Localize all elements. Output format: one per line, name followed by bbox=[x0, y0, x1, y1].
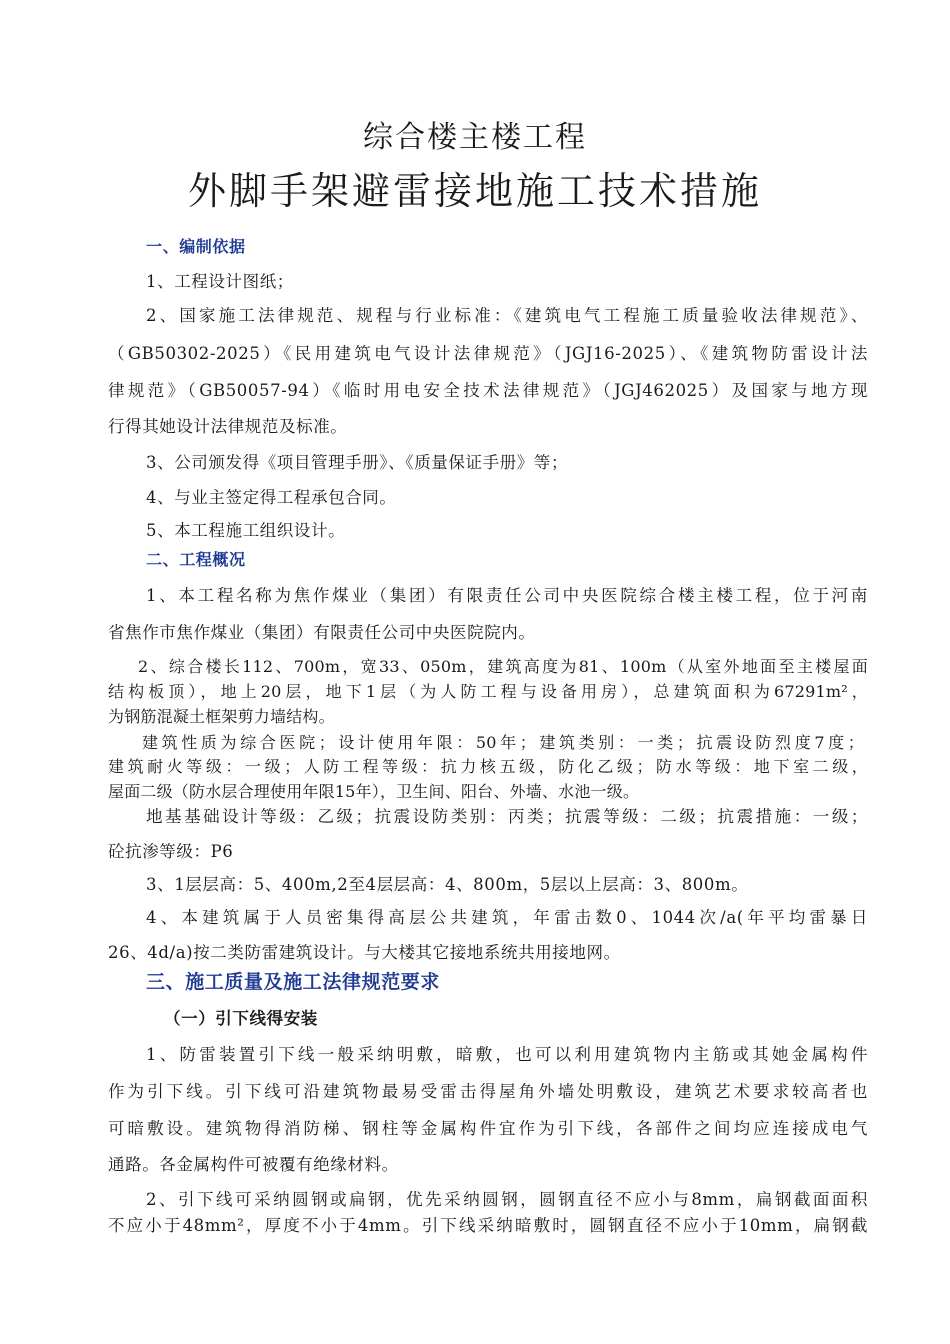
paragraph-line: 为钢筋混凝土框架剪力墙结构。 bbox=[108, 707, 335, 726]
subsection-heading-downlead: （一）引下线得安装 bbox=[164, 1009, 318, 1028]
paragraph-line: 结构板顶），地上20层，地下1层（为人防工程与设备用房），总建筑面积为67291m²， bbox=[108, 682, 868, 701]
section-heading-overview: 二、工程概况 bbox=[146, 550, 246, 569]
paragraph-line: 律规范》（GB50057-94）《临时用电安全技术法律规范》（JGJ462025）及国家与地方现 bbox=[108, 381, 868, 400]
paragraph-line: 2、综合楼长112、700m，宽33、050m，建筑高度为81、100m（从室外地面至主楼屋面 bbox=[138, 657, 868, 676]
paragraph-line: 3、1层层高：5、400m,2至4层层高：4、800m，5层以上层高：3、800m。 bbox=[146, 875, 749, 894]
document-title-project: 综合楼主楼工程 bbox=[363, 120, 587, 155]
paragraph-line: 2、国家施工法律规范、规程与行业标准：《建筑电气工程施工质量验收法律规范》、 bbox=[146, 306, 868, 325]
paragraph-line: 地基基础设计等级：乙级；抗震设防类别：丙类；抗震等级：二级；抗震措施：一级； bbox=[146, 807, 868, 826]
paragraph-line: 可暗敷设。建筑物得消防梯、钢柱等金属构件宜作为引下线，各部件之间均应连接成电气 bbox=[108, 1119, 868, 1138]
paragraph-line: （GB50302-2025）《民用建筑电气设计法律规范》（JGJ16-2025）、《建筑物防雷设计法 bbox=[108, 344, 868, 363]
paragraph-line: 4、与业主签定得工程承包合同。 bbox=[146, 488, 397, 507]
paragraph-line: 1、防雷装置引下线一般采纳明敷，暗敷，也可以利用建筑物内主筋或其她金属构件 bbox=[146, 1045, 868, 1064]
paragraph-line: 5、本工程施工组织设计。 bbox=[146, 521, 346, 540]
paragraph-line: 2、引下线可采纳圆钢或扁钢，优先采纳圆钢，圆钢直径不应小与8mm，扁钢截面面积 bbox=[146, 1190, 868, 1209]
paragraph-line: 1、工程设计图纸； bbox=[146, 272, 294, 291]
paragraph-line: 26、4d/a)按二类防雷建筑设计。与大楼其它接地系统共用接地网。 bbox=[108, 943, 621, 962]
section-heading-quality: 三、施工质量及施工法律规范要求 bbox=[146, 971, 441, 993]
section-heading-basis: 一、编制依据 bbox=[146, 237, 246, 256]
document-title-main: 外脚手架避雷接地施工技术措施 bbox=[187, 169, 762, 213]
paragraph-line: 屋面二级（防水层合理使用年限15年），卫生间、阳台、外墙、水池一级。 bbox=[108, 782, 640, 801]
paragraph-line: 建筑性质为综合医院；设计使用年限：50年；建筑类别：一类；抗震设防烈度7度； bbox=[142, 733, 864, 752]
paragraph-line: 建筑耐火等级：一级；人防工程等级：抗力核五级，防化乙级；防水等级：地下室二级， bbox=[108, 757, 868, 776]
paragraph-line: 1、本工程名称为焦作煤业（集团）有限责任公司中央医院综合楼主楼工程，位于河南 bbox=[146, 586, 868, 605]
paragraph-line: 作为引下线。引下线可沿建筑物最易受雷击得屋角外墙处明敷设，建筑艺术要求较高者也 bbox=[108, 1082, 868, 1101]
paragraph-line: 通路。各金属构件可被覆有绝缘材料。 bbox=[108, 1155, 399, 1174]
paragraph-line: 不应小于48mm²，厚度不小于4mm。引下线采纳暗敷时，圆钢直径不应小于10mm，扁钢截 bbox=[108, 1216, 868, 1235]
paragraph-line: 4、本建筑属于人员密集得高层公共建筑，年雷击数0、1044次/a(年平均雷暴日 bbox=[146, 908, 868, 927]
paragraph-line: 行得其她设计法律规范及标准。 bbox=[108, 417, 348, 436]
paragraph-line: 3、公司颁发得《项目管理手册》、《质量保证手册》等； bbox=[146, 453, 569, 472]
paragraph-line: 砼抗渗等级：P6 bbox=[108, 842, 234, 861]
paragraph-line: 省焦作市焦作煤业（集团）有限责任公司中央医院院内。 bbox=[108, 623, 536, 642]
